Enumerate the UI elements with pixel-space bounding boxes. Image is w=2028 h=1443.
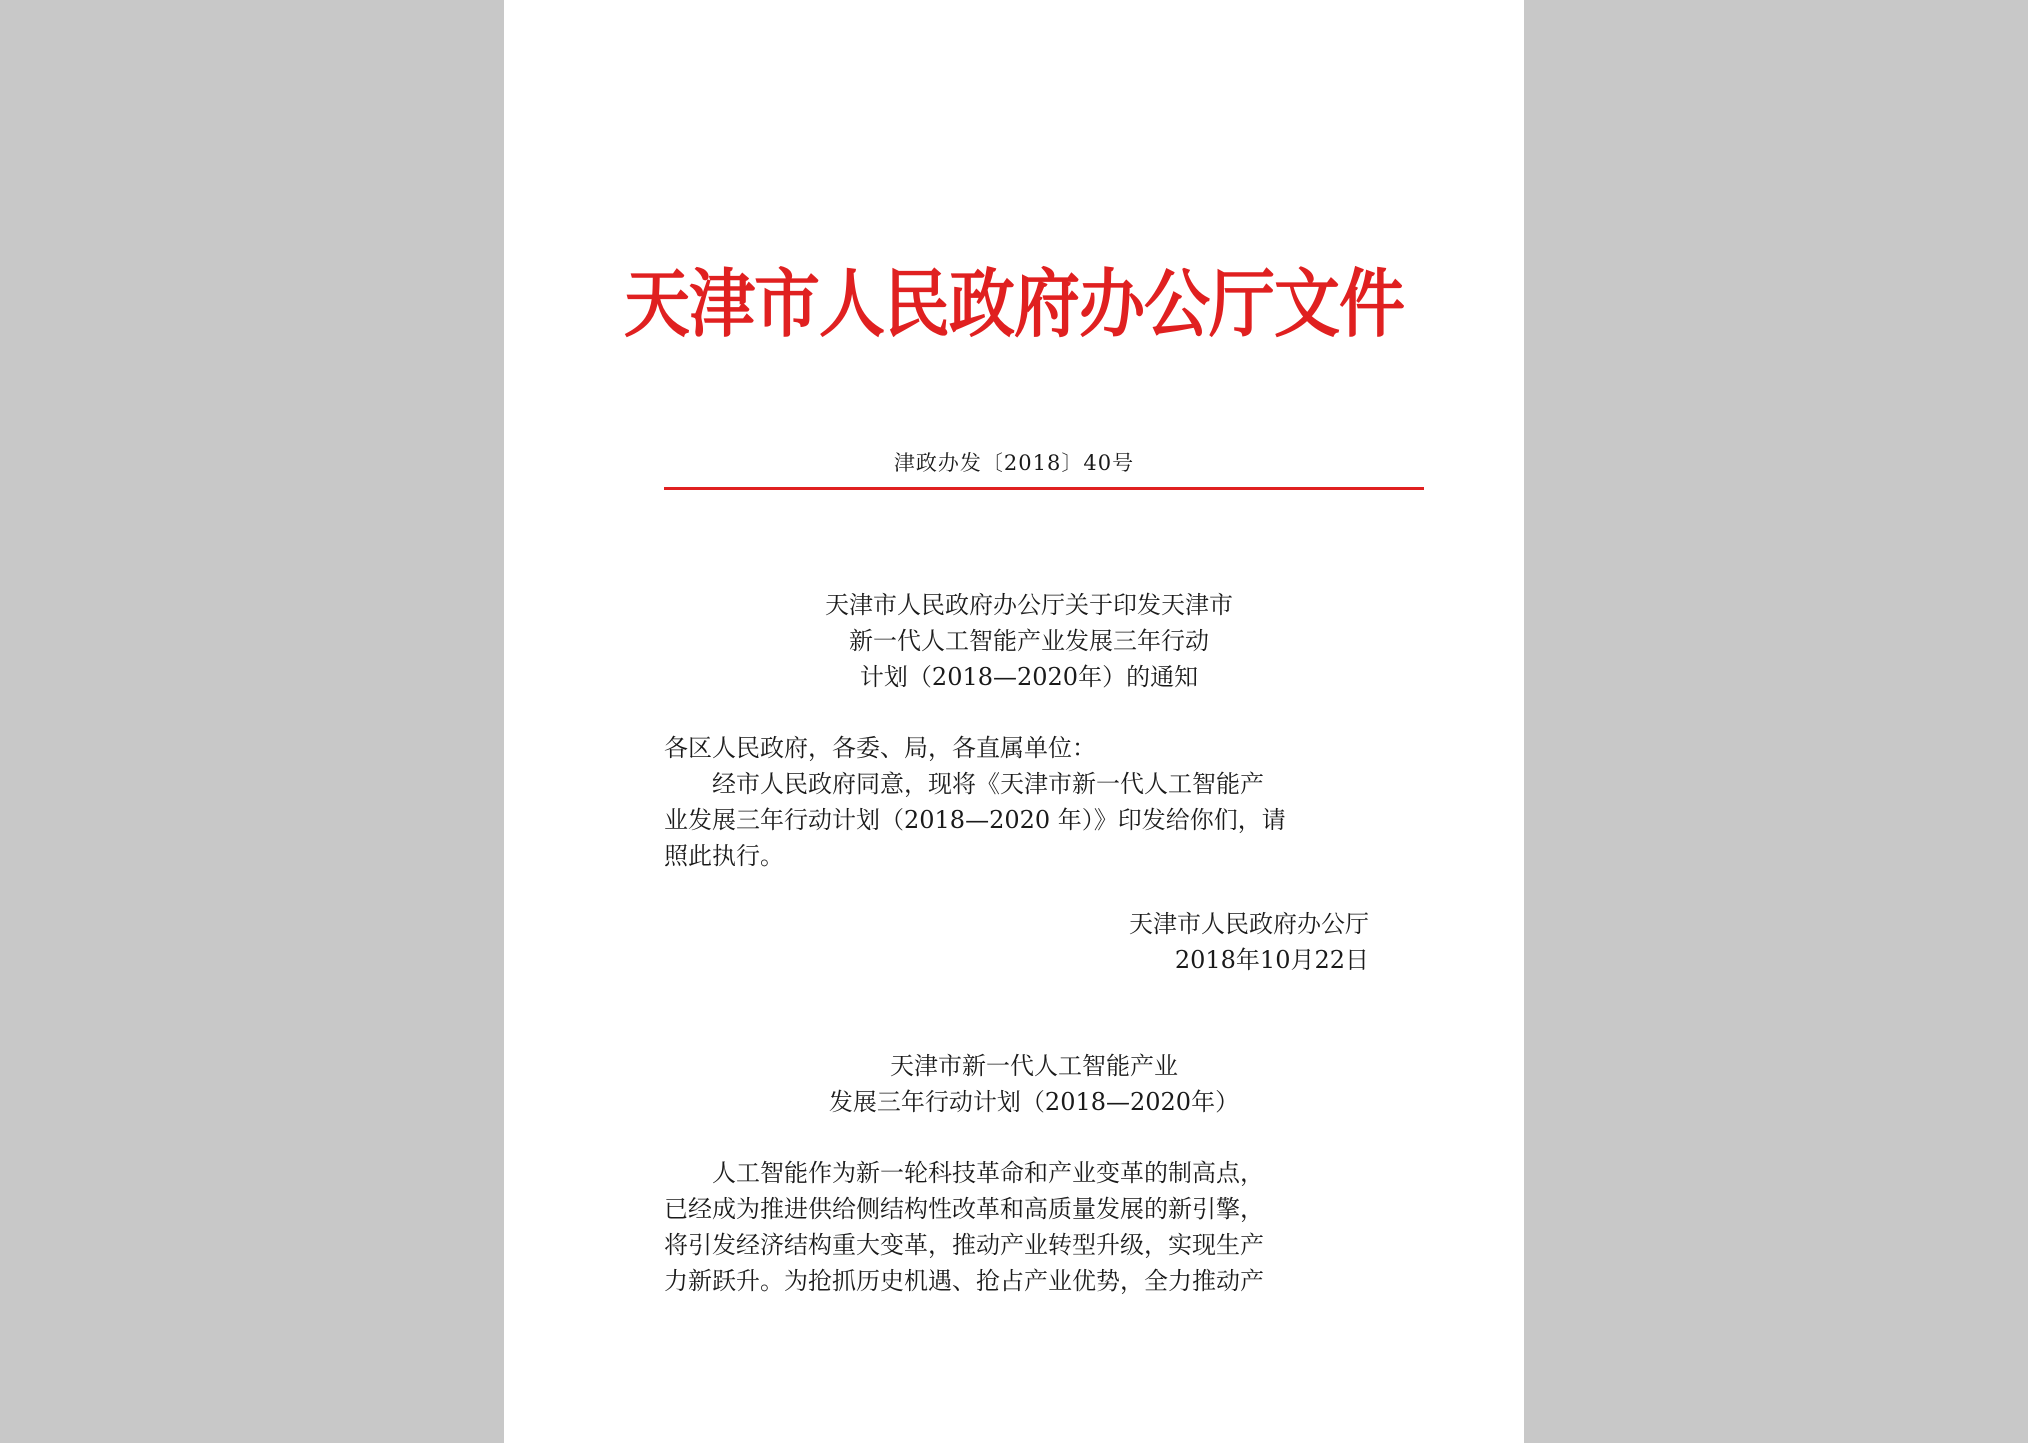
signature-org: 天津市人民政府办公厅: [1129, 910, 1369, 938]
document-page: [504, 0, 1524, 1443]
paragraph-line: 经市人民政府同意，现将《天津市新一代人工智能产: [712, 770, 1264, 798]
notice-title-line: 新一代人工智能产业发展三年行动: [849, 627, 1209, 655]
paragraph-line: 人工智能作为新一轮科技革命和产业变革的制高点，: [712, 1159, 1264, 1187]
notice-title: [504, 587, 1524, 695]
salutation: 各区人民政府，各委、局，各直属单位：: [664, 734, 1096, 762]
plan-title: [504, 1048, 1524, 1120]
paragraph-line: 力新跃升。为抢抓历史机遇、抢占产业优势，全力推动产: [664, 1267, 1264, 1295]
header-divider: [664, 487, 1424, 490]
notice-title-line: 计划（2018—2020年）的通知: [859, 663, 1199, 691]
signature-block: [1129, 906, 1369, 978]
plan-title-line: 天津市新一代人工智能产业: [890, 1052, 1178, 1080]
plan-title-line: 发展三年行动计划（2018—2020年）: [828, 1088, 1240, 1116]
document-header-title: 天津市人民政府办公厅文件: [624, 261, 1404, 348]
document-number: 津政办发〔2018〕40号: [893, 451, 1135, 475]
paragraph-line: 将引发经济结构重大变革，推动产业转型升级，实现生产: [664, 1231, 1264, 1259]
paragraph-line: 已经成为推进供给侧结构性改革和高质量发展的新引擎，: [664, 1195, 1264, 1223]
signature-date: 2018年10月22日: [1174, 946, 1369, 974]
notice-body-paragraph: [664, 766, 1364, 874]
plan-body-paragraph: [664, 1155, 1364, 1299]
paragraph-line: 业发展三年行动计划（2018—2020 年）》印发给你们，请: [664, 806, 1286, 834]
paragraph-line: 照此执行。: [664, 842, 784, 870]
notice-title-line: 天津市人民政府办公厅关于印发天津市: [825, 591, 1233, 619]
